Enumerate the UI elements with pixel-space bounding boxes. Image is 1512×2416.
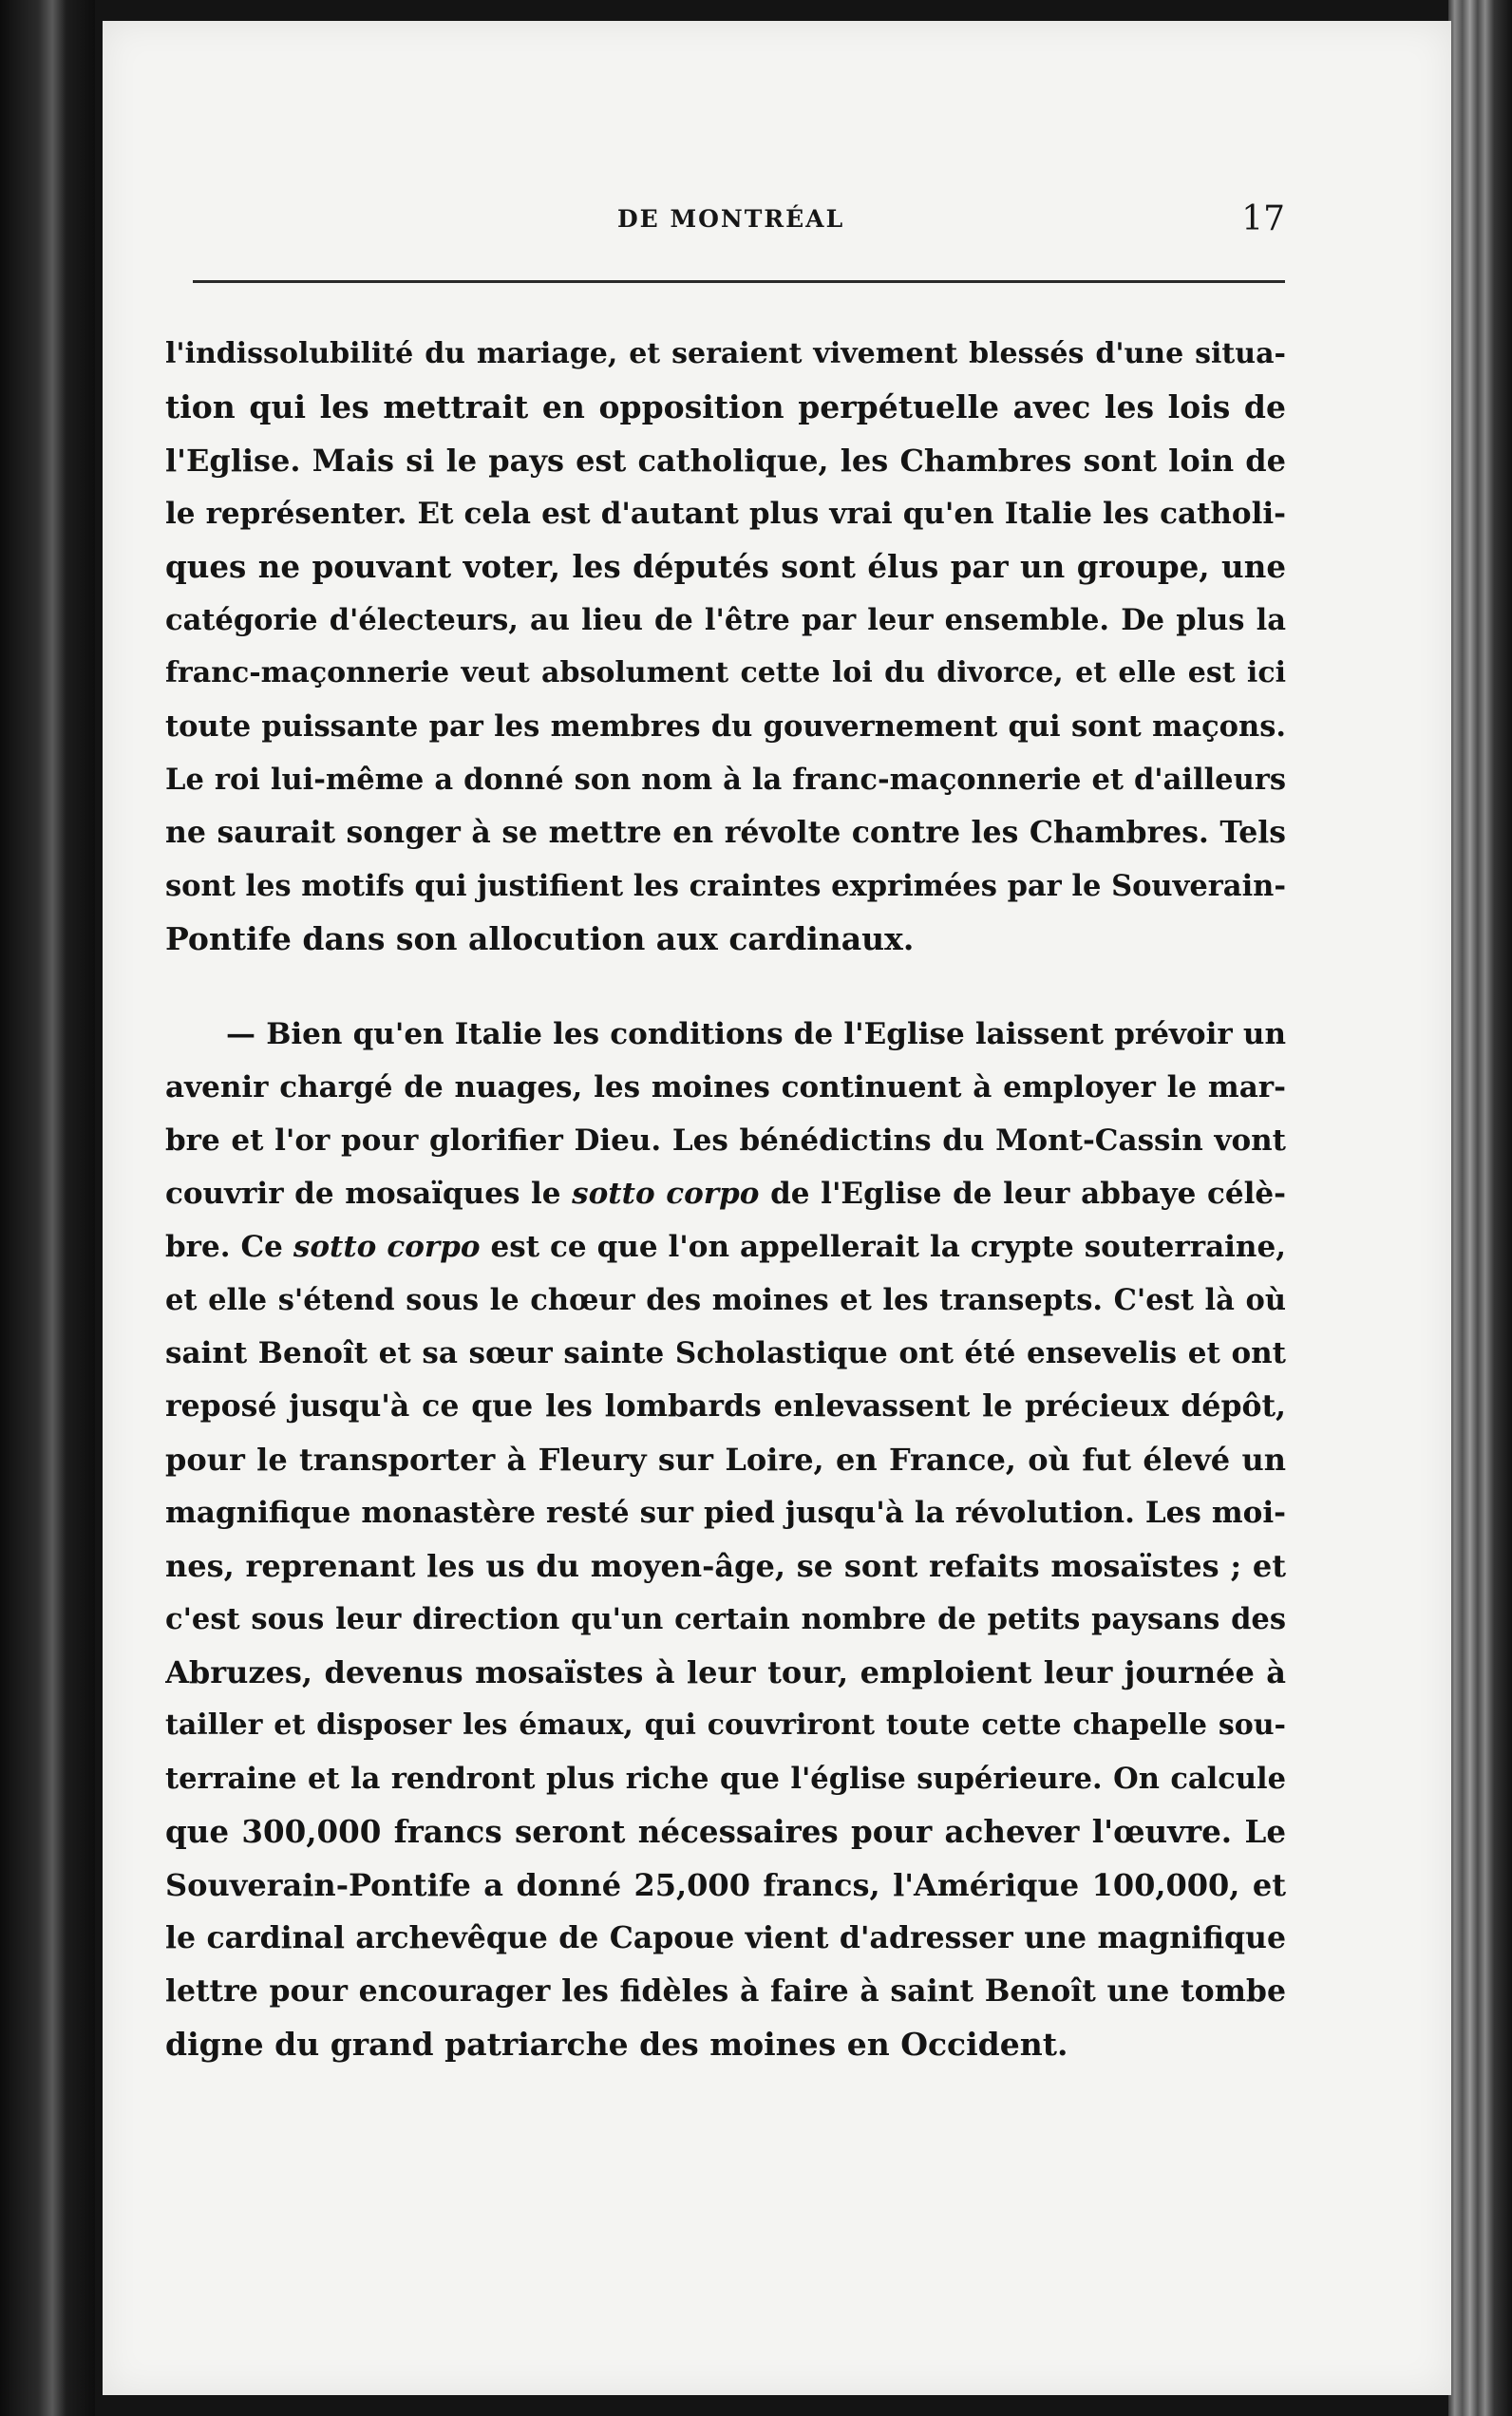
- text-line: ne saurait songer à se mettre en révolte contre les Chambres. Tels: [165, 815, 1286, 850]
- italic-term: sotto corpo: [572, 1177, 760, 1211]
- text-segment: bre. Ce: [165, 1230, 293, 1264]
- text-line: Souverain-Pontife a donné 25,000 francs, l'Amérique 100,000, et: [165, 1867, 1286, 1903]
- page-header: [193, 199, 1285, 247]
- text-line: [165, 1167, 1286, 1220]
- book-page-stack: [1448, 0, 1512, 2416]
- text-line: que 300,000 francs seront nécessaires pour achever l'œuvre. Le: [165, 1813, 1286, 1850]
- text-line: l'indissolubilité du mariage, et seraient vivement blessés d'une situa-: [165, 337, 1286, 370]
- paragraph-2: [165, 1008, 1286, 2071]
- text-line: Le roi lui-même a donné son nom à la franc-maçonnerie et d'ailleurs: [165, 763, 1286, 797]
- text-line: c'est sous leur direction qu'un certain nombre de petits paysans des: [165, 1602, 1286, 1636]
- running-head: DE MONTRÉAL: [617, 205, 845, 233]
- text-line: sont les motifs qui justifient les craintes exprimées par le Souverain-: [165, 869, 1286, 903]
- text-segment: couvrir de mosaïques le: [165, 1177, 573, 1211]
- text-line: avenir chargé de nuages, les moines continuent à employer le mar-: [165, 1070, 1286, 1104]
- text-line: et elle s'étend sous le chœur des moines et les transepts. C'est là où: [165, 1283, 1286, 1317]
- text-line: toute puissante par les membres du gouvernement qui sont maçons.: [165, 709, 1286, 744]
- text-segment: de l'Eglise de leur abbaye célè-: [759, 1177, 1286, 1211]
- body-text: [165, 328, 1286, 2071]
- text-line: l'Eglise. Mais si le pays est catholique, les Chambres sont loin de: [165, 443, 1286, 479]
- text-line: catégorie d'électeurs, au lieu de l'être par leur ensemble. De plus la: [165, 603, 1286, 637]
- text-line: Pontife dans son allocution aux cardinaux.: [165, 920, 915, 957]
- text-line: — Bien qu'en Italie les conditions de l'Eglise laissent prévoir un: [226, 1017, 1286, 1051]
- text-line: ques ne pouvant voter, les députés sont élus par un groupe, une: [165, 548, 1286, 585]
- text-line: pour le transporter à Fleury sur Loire, en France, où fut élevé un: [165, 1442, 1286, 1478]
- text-line: reposé jusqu'à ce que les lombards enlevassent le précieux dépôt,: [165, 1388, 1286, 1424]
- text-line: Abruzes, devenus mosaïstes à leur tour, emploient leur journée à: [165, 1654, 1286, 1690]
- page-number: 17: [1241, 199, 1285, 238]
- text-line: le représenter. Et cela est d'autant plus vrai qu'en Italie les catholi-: [165, 497, 1286, 531]
- text-line: magnifique monastère resté sur pied jusqu'à la révolution. Les moi-: [165, 1496, 1286, 1530]
- text-line: terraine et la rendront plus riche que l'église supérieure. On calcule: [165, 1762, 1286, 1796]
- text-line: digne du grand patriarche des moines en Occident.: [165, 2026, 1068, 2063]
- book-left-edge: [0, 0, 95, 2416]
- text-line: [165, 1220, 1286, 1274]
- text-line: saint Benoît et sa sœur sainte Scholastique ont été ensevelis et ont: [165, 1336, 1286, 1370]
- text-segment: est ce que l'on appellerait la crypte souterraine,: [480, 1230, 1286, 1264]
- text-line: franc-maçonnerie veut absolument cette loi du divorce, et elle est ici: [165, 656, 1286, 689]
- paragraph-gap: [165, 966, 1286, 1008]
- text-line: bre et l'or pour glorifier Dieu. Les bénédictins du Mont-Cassin vont: [165, 1123, 1286, 1158]
- text-line: lettre pour encourager les fidèles à faire à saint Benoît une tombe: [165, 1973, 1286, 2009]
- text-line: nes, reprenant les us du moyen-âge, se sont refaits mosaïstes ; et: [165, 1548, 1286, 1584]
- text-line: tion qui les mettrait en opposition perpétuelle avec les lois de: [165, 388, 1286, 425]
- header-rule: [193, 280, 1285, 283]
- italic-term: sotto corpo: [293, 1230, 481, 1264]
- paragraph-1: [165, 328, 1286, 966]
- text-line: le cardinal archevêque de Capoue vient d'adresser une magnifique: [165, 1920, 1286, 1955]
- text-line: tailler et disposer les émaux, qui couvriront toute cette chapelle sou-: [165, 1708, 1286, 1742]
